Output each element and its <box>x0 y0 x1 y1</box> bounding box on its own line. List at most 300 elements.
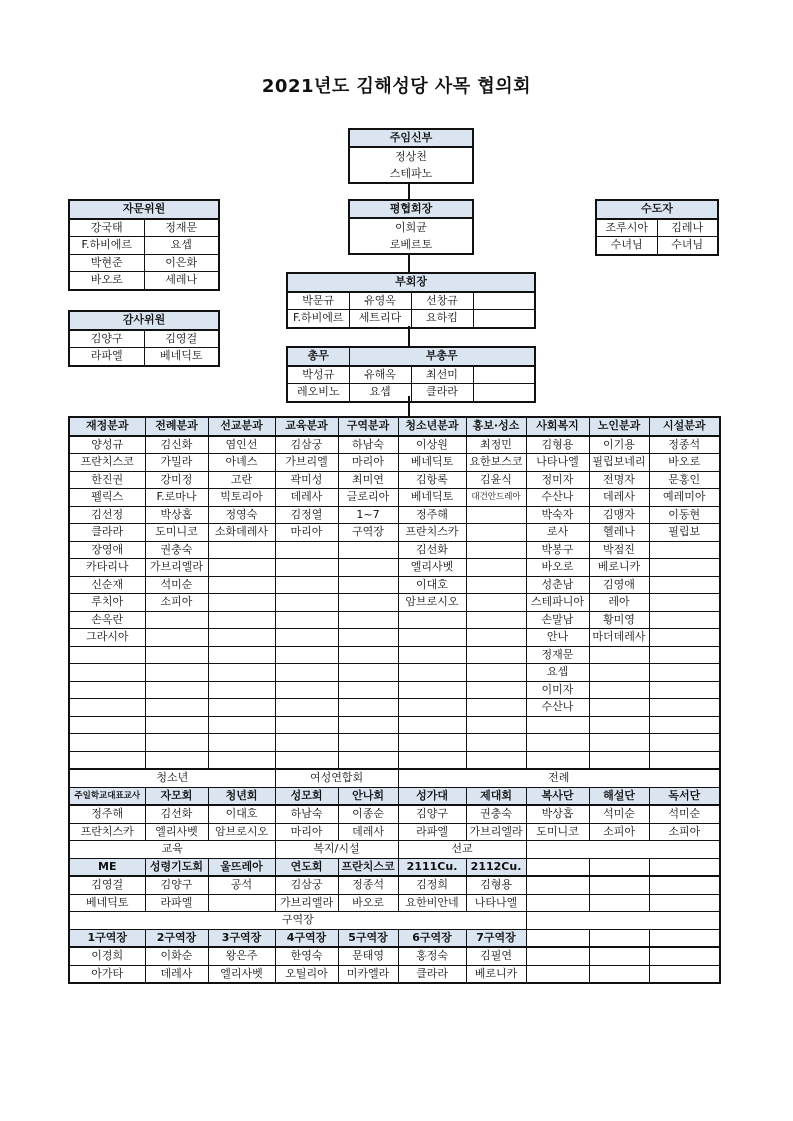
advisor-cell: 정재문 <box>144 219 219 237</box>
division-cell: 베네딕토 <box>398 489 466 507</box>
division-cell: 박숙자 <box>526 506 589 524</box>
org-header: 주일학교대표교사 <box>69 787 145 805</box>
division-cell <box>466 541 526 559</box>
advisor-cell: 바오로 <box>69 272 144 290</box>
secretary-table <box>286 346 536 403</box>
division-cell <box>208 594 275 612</box>
division-cell: 클라라 <box>69 524 145 542</box>
division-cell <box>466 611 526 629</box>
priest-saint: 스테파노 <box>389 167 433 180</box>
division-cell: 손말남 <box>526 611 589 629</box>
org-cell: 도미니코 <box>526 823 589 841</box>
org-cell: 김형용 <box>466 876 526 894</box>
org-cell: 이종순 <box>338 805 398 823</box>
division-cell <box>145 734 208 752</box>
chairman-header: 평협회장 <box>350 201 472 219</box>
connector-line <box>408 326 410 346</box>
advisor-cell: 세레나 <box>144 272 219 290</box>
org-cell: 소피아 <box>589 823 649 841</box>
division-cell <box>69 751 145 769</box>
vice-chair-cell: 선창규 <box>411 292 473 310</box>
org-cell: 라파엘 <box>145 894 208 912</box>
org-cell: 정종석 <box>338 876 398 894</box>
division-cell: 성춘남 <box>526 576 589 594</box>
division-cell: 프란치스카 <box>398 524 466 542</box>
division-cell <box>649 576 720 594</box>
org-cell <box>649 894 720 912</box>
org-header <box>526 929 589 947</box>
division-cell: 펠릭스 <box>69 489 145 507</box>
division-cell <box>589 699 649 717</box>
division-cell <box>145 751 208 769</box>
division-cell: 김형용 <box>526 436 589 454</box>
org-cell: 김필연 <box>466 947 526 965</box>
division-cell: 마리아 <box>275 524 338 542</box>
division-cell: 아녜스 <box>208 454 275 472</box>
division-cell: 카타리나 <box>69 559 145 577</box>
division-cell <box>649 629 720 647</box>
org-header: 2111Cu. <box>398 858 466 876</box>
secretary-cell: 유해옥 <box>349 366 411 384</box>
division-cell <box>145 699 208 717</box>
connector-line <box>408 182 410 200</box>
division-cell <box>208 611 275 629</box>
division-cell: 레아 <box>589 594 649 612</box>
org-header: 7구역장 <box>466 929 526 947</box>
org-cell: 공석 <box>208 876 275 894</box>
division-cell <box>398 751 466 769</box>
division-cell <box>338 716 398 734</box>
advisors-header: 자문위원 <box>69 200 219 219</box>
org-cell: 문태영 <box>338 947 398 965</box>
org-cell <box>526 965 589 983</box>
org-cell: 석미순 <box>589 805 649 823</box>
org-group-label: 청소년 <box>69 769 275 787</box>
division-cell <box>275 559 338 577</box>
division-cell: 바오로 <box>649 454 720 472</box>
division-cell <box>466 646 526 664</box>
org-group-label: 여성연합회 <box>275 769 398 787</box>
division-cell: 예레미아 <box>649 489 720 507</box>
chairman-box <box>348 199 474 255</box>
chairman-name: 이희균 <box>395 221 427 234</box>
division-cell <box>526 716 589 734</box>
division-cell: 김신화 <box>145 436 208 454</box>
division-cell: 가브리엘 <box>275 454 338 472</box>
division-cell <box>466 576 526 594</box>
org-header <box>526 858 589 876</box>
org-header: 성모회 <box>275 787 338 805</box>
advisor-cell: 요셉 <box>144 237 219 255</box>
division-cell: 손옥란 <box>69 611 145 629</box>
division-cell: 가밀라 <box>145 454 208 472</box>
division-cell: 스테파니아 <box>526 594 589 612</box>
auditor-cell: 김양구 <box>69 330 144 348</box>
priest-name: 정상천 <box>395 150 427 163</box>
org-cell: 엘리사벳 <box>208 965 275 983</box>
division-cell: 김윤식 <box>466 471 526 489</box>
division-cell <box>398 716 466 734</box>
division-cell: 황미영 <box>589 611 649 629</box>
org-cell: 가브리엘라 <box>466 823 526 841</box>
division-cell: 이대호 <box>398 576 466 594</box>
religious-cell: 조루시아 <box>596 219 657 237</box>
org-cell: 김영걸 <box>69 876 145 894</box>
division-cell: 암브로시오 <box>398 594 466 612</box>
division-cell: 김정열 <box>275 506 338 524</box>
division-cell <box>649 611 720 629</box>
division-cell <box>208 664 275 682</box>
org-header <box>649 858 720 876</box>
division-cell: 문홍인 <box>649 471 720 489</box>
division-cell <box>466 699 526 717</box>
secretary-cell <box>473 366 535 384</box>
division-cell: 이미자 <box>526 681 589 699</box>
org-cell: 석미순 <box>649 805 720 823</box>
org-cell <box>208 894 275 912</box>
division-cell: 김항록 <box>398 471 466 489</box>
division-cell: 마더데레사 <box>589 629 649 647</box>
division-cell: 구역장 <box>338 524 398 542</box>
division-cell <box>466 751 526 769</box>
division-cell: 박점진 <box>589 541 649 559</box>
division-cell: 베로니카 <box>589 559 649 577</box>
advisor-cell: 이은화 <box>144 254 219 272</box>
division-header: 전례분과 <box>145 417 208 436</box>
division-cell: 도미니코 <box>145 524 208 542</box>
org-cell: 김정희 <box>398 876 466 894</box>
division-cell: 강미정 <box>145 471 208 489</box>
secretary-cell: 최선미 <box>411 366 473 384</box>
auditors-header: 감사위원 <box>69 311 219 330</box>
division-cell <box>338 664 398 682</box>
division-cell <box>466 559 526 577</box>
division-cell: 루치아 <box>69 594 145 612</box>
division-header: 노인분과 <box>589 417 649 436</box>
connector-line <box>408 253 410 272</box>
division-cell <box>275 734 338 752</box>
secretary-cell <box>473 384 535 402</box>
division-cell <box>649 751 720 769</box>
org-cell <box>526 947 589 965</box>
org-header: 5구역장 <box>338 929 398 947</box>
division-cell: 필립보네리 <box>589 454 649 472</box>
division-cell: 로사 <box>526 524 589 542</box>
org-group-label: 선교 <box>398 841 526 859</box>
division-cell <box>649 699 720 717</box>
division-cell <box>649 559 720 577</box>
division-cell <box>649 734 720 752</box>
division-cell <box>208 629 275 647</box>
division-cell: 김삼궁 <box>275 436 338 454</box>
page-title: 2021년도 김해성당 사목 협의회 <box>261 76 532 97</box>
division-cell <box>649 664 720 682</box>
division-cell <box>466 681 526 699</box>
division-cell: 최정민 <box>466 436 526 454</box>
division-cell <box>466 664 526 682</box>
division-cell <box>275 681 338 699</box>
org-cell: 이대호 <box>208 805 275 823</box>
division-cell <box>338 611 398 629</box>
vice-chair-cell: 요하킴 <box>411 310 473 328</box>
division-cell <box>145 611 208 629</box>
division-cell: 곽미성 <box>275 471 338 489</box>
religious-header: 수도자 <box>596 200 718 219</box>
division-cell <box>338 594 398 612</box>
org-header: 프란치스코 <box>338 858 398 876</box>
division-cell <box>649 541 720 559</box>
division-cell: 정영숙 <box>208 506 275 524</box>
division-header: 교육분과 <box>275 417 338 436</box>
division-cell <box>398 611 466 629</box>
division-cell: 염인선 <box>208 436 275 454</box>
org-cell: 이화순 <box>145 947 208 965</box>
org-cell: 한영숙 <box>275 947 338 965</box>
org-cell: 데레사 <box>338 823 398 841</box>
division-cell <box>466 629 526 647</box>
division-cell <box>398 734 466 752</box>
org-header: 연도회 <box>275 858 338 876</box>
org-header: 2112Cu. <box>466 858 526 876</box>
division-cell <box>208 681 275 699</box>
division-cell <box>338 681 398 699</box>
org-cell: 권충숙 <box>466 805 526 823</box>
division-cell <box>208 734 275 752</box>
division-cell: 빅토리아 <box>208 489 275 507</box>
divisions-table <box>68 416 721 770</box>
secretary-cell: 요셉 <box>349 384 411 402</box>
division-cell: 장영애 <box>69 541 145 559</box>
org-cell: 홍정숙 <box>398 947 466 965</box>
division-cell: 안나 <box>526 629 589 647</box>
org-cell: 엘리사벳 <box>145 823 208 841</box>
org-header: 성령기도회 <box>145 858 208 876</box>
division-cell <box>208 751 275 769</box>
division-cell <box>69 681 145 699</box>
secretary-cell: 박성규 <box>287 366 349 384</box>
organizations-table <box>68 768 721 984</box>
division-cell: 마리아 <box>338 454 398 472</box>
division-cell <box>398 681 466 699</box>
division-cell <box>466 594 526 612</box>
division-cell <box>145 629 208 647</box>
division-cell <box>275 664 338 682</box>
division-cell: 가브리엘라 <box>145 559 208 577</box>
org-cell: 왕은주 <box>208 947 275 965</box>
org-header: 제대회 <box>466 787 526 805</box>
org-header: 독서단 <box>649 787 720 805</box>
org-cell: 김양구 <box>398 805 466 823</box>
org-cell: 가브리엘라 <box>275 894 338 912</box>
vice-chairs-header: 부회장 <box>287 273 535 292</box>
auditors-table <box>68 310 220 367</box>
org-cell: 소피아 <box>649 823 720 841</box>
org-header: 복사단 <box>526 787 589 805</box>
org-cell: 김선화 <box>145 805 208 823</box>
division-cell <box>208 559 275 577</box>
org-group-label: 교육 <box>69 841 275 859</box>
org-cell <box>649 965 720 983</box>
division-cell: 그라시아 <box>69 629 145 647</box>
division-header: 재정분과 <box>69 417 145 436</box>
org-header: 성가대 <box>398 787 466 805</box>
division-cell <box>649 594 720 612</box>
division-cell <box>649 681 720 699</box>
division-cell: 박봉구 <box>526 541 589 559</box>
division-cell <box>275 751 338 769</box>
division-cell <box>145 681 208 699</box>
division-cell: 나타나엘 <box>526 454 589 472</box>
division-cell: 김영애 <box>589 576 649 594</box>
vice-chair-cell: 박문규 <box>287 292 349 310</box>
division-cell: 김선정 <box>69 506 145 524</box>
org-cell: 요한비안네 <box>398 894 466 912</box>
division-cell <box>69 734 145 752</box>
org-cell: 베로니카 <box>466 965 526 983</box>
division-cell <box>466 524 526 542</box>
division-header: 홍보·성소 <box>466 417 526 436</box>
vice-chair-cell <box>473 310 535 328</box>
secretary-header: 총무 <box>287 347 349 366</box>
org-cell: 박상홉 <box>526 805 589 823</box>
vice-chair-cell <box>473 292 535 310</box>
division-cell: 김선화 <box>398 541 466 559</box>
division-cell <box>338 646 398 664</box>
division-cell <box>275 629 338 647</box>
division-cell <box>208 699 275 717</box>
division-cell: 프란치스코 <box>69 454 145 472</box>
division-cell <box>275 699 338 717</box>
org-cell: 암브로시오 <box>208 823 275 841</box>
division-cell: 요한보스코 <box>466 454 526 472</box>
org-header: 2구역장 <box>145 929 208 947</box>
division-cell: 데레사 <box>275 489 338 507</box>
org-group-label: 전례 <box>398 769 720 787</box>
division-cell <box>275 716 338 734</box>
division-cell: 양성규 <box>69 436 145 454</box>
org-group-label: 구역장 <box>69 912 526 930</box>
division-cell: 이기용 <box>589 436 649 454</box>
division-cell <box>145 646 208 664</box>
division-cell: 데레사 <box>589 489 649 507</box>
vice-secretary-header: 부총무 <box>349 347 535 366</box>
vice-chair-cell: 세트리다 <box>349 310 411 328</box>
division-cell <box>275 576 338 594</box>
chairman-saint: 로베르토 <box>389 238 433 251</box>
division-cell: 정주해 <box>398 506 466 524</box>
division-cell <box>589 681 649 699</box>
division-cell <box>275 611 338 629</box>
division-cell <box>69 646 145 664</box>
religious-cell: 수녀님 <box>596 237 657 255</box>
division-cell: 전명자 <box>589 471 649 489</box>
org-header: ME <box>69 858 145 876</box>
division-cell <box>398 629 466 647</box>
auditor-cell: 베네딕토 <box>144 348 219 366</box>
division-cell: 필립보 <box>649 524 720 542</box>
division-cell: 1~7 <box>338 506 398 524</box>
division-cell <box>526 734 589 752</box>
secretary-cell: 레오비노 <box>287 384 349 402</box>
org-cell <box>589 876 649 894</box>
division-header: 사회복지 <box>526 417 589 436</box>
religious-table <box>595 199 719 256</box>
org-header: 울뜨레아 <box>208 858 275 876</box>
org-cell: 김양구 <box>145 876 208 894</box>
vice-chairs-table <box>286 272 536 329</box>
division-cell: 한진권 <box>69 471 145 489</box>
division-cell <box>338 541 398 559</box>
division-cell <box>589 716 649 734</box>
division-cell <box>589 646 649 664</box>
org-header: 6구역장 <box>398 929 466 947</box>
org-header <box>589 858 649 876</box>
org-cell: 미카엘라 <box>338 965 398 983</box>
division-cell: 수산나 <box>526 699 589 717</box>
org-cell: 이경희 <box>69 947 145 965</box>
division-cell <box>338 629 398 647</box>
org-cell: 클라라 <box>398 965 466 983</box>
division-cell <box>208 541 275 559</box>
advisors-table <box>68 199 220 291</box>
division-cell <box>589 664 649 682</box>
division-cell <box>208 646 275 664</box>
org-header: 안나회 <box>338 787 398 805</box>
division-cell: 정종석 <box>649 436 720 454</box>
division-cell <box>338 559 398 577</box>
division-cell <box>589 734 649 752</box>
division-cell: 대건안드레아 <box>466 489 526 507</box>
division-header: 청소년분과 <box>398 417 466 436</box>
org-cell: 바오로 <box>338 894 398 912</box>
division-cell <box>526 751 589 769</box>
org-cell: 오틸리아 <box>275 965 338 983</box>
division-cell <box>145 664 208 682</box>
division-cell <box>398 664 466 682</box>
division-cell: 요셉 <box>526 664 589 682</box>
division-cell <box>275 541 338 559</box>
division-cell: 하남숙 <box>338 436 398 454</box>
division-cell: 정재문 <box>526 646 589 664</box>
division-cell: 석미순 <box>145 576 208 594</box>
division-cell: F.로마나 <box>145 489 208 507</box>
vice-chair-cell: 유영옥 <box>349 292 411 310</box>
org-cell: 데레사 <box>145 965 208 983</box>
advisor-cell: F.하비에르 <box>69 237 144 255</box>
division-cell <box>338 734 398 752</box>
division-cell <box>208 576 275 594</box>
division-cell: 베네딕토 <box>398 454 466 472</box>
division-cell: 엘리사벳 <box>398 559 466 577</box>
division-cell <box>338 699 398 717</box>
division-cell: 최미연 <box>338 471 398 489</box>
org-header: 3구역장 <box>208 929 275 947</box>
org-header: 1구역장 <box>69 929 145 947</box>
org-group-label: 복지/시설 <box>275 841 398 859</box>
division-cell <box>208 716 275 734</box>
org-cell: 하남숙 <box>275 805 338 823</box>
division-cell: 헬레나 <box>589 524 649 542</box>
division-cell <box>275 594 338 612</box>
division-cell <box>466 734 526 752</box>
org-cell: 프란치스카 <box>69 823 145 841</box>
division-cell <box>69 716 145 734</box>
division-cell <box>69 699 145 717</box>
division-cell <box>275 646 338 664</box>
division-cell <box>649 646 720 664</box>
org-cell: 나타나엘 <box>466 894 526 912</box>
division-cell <box>649 716 720 734</box>
